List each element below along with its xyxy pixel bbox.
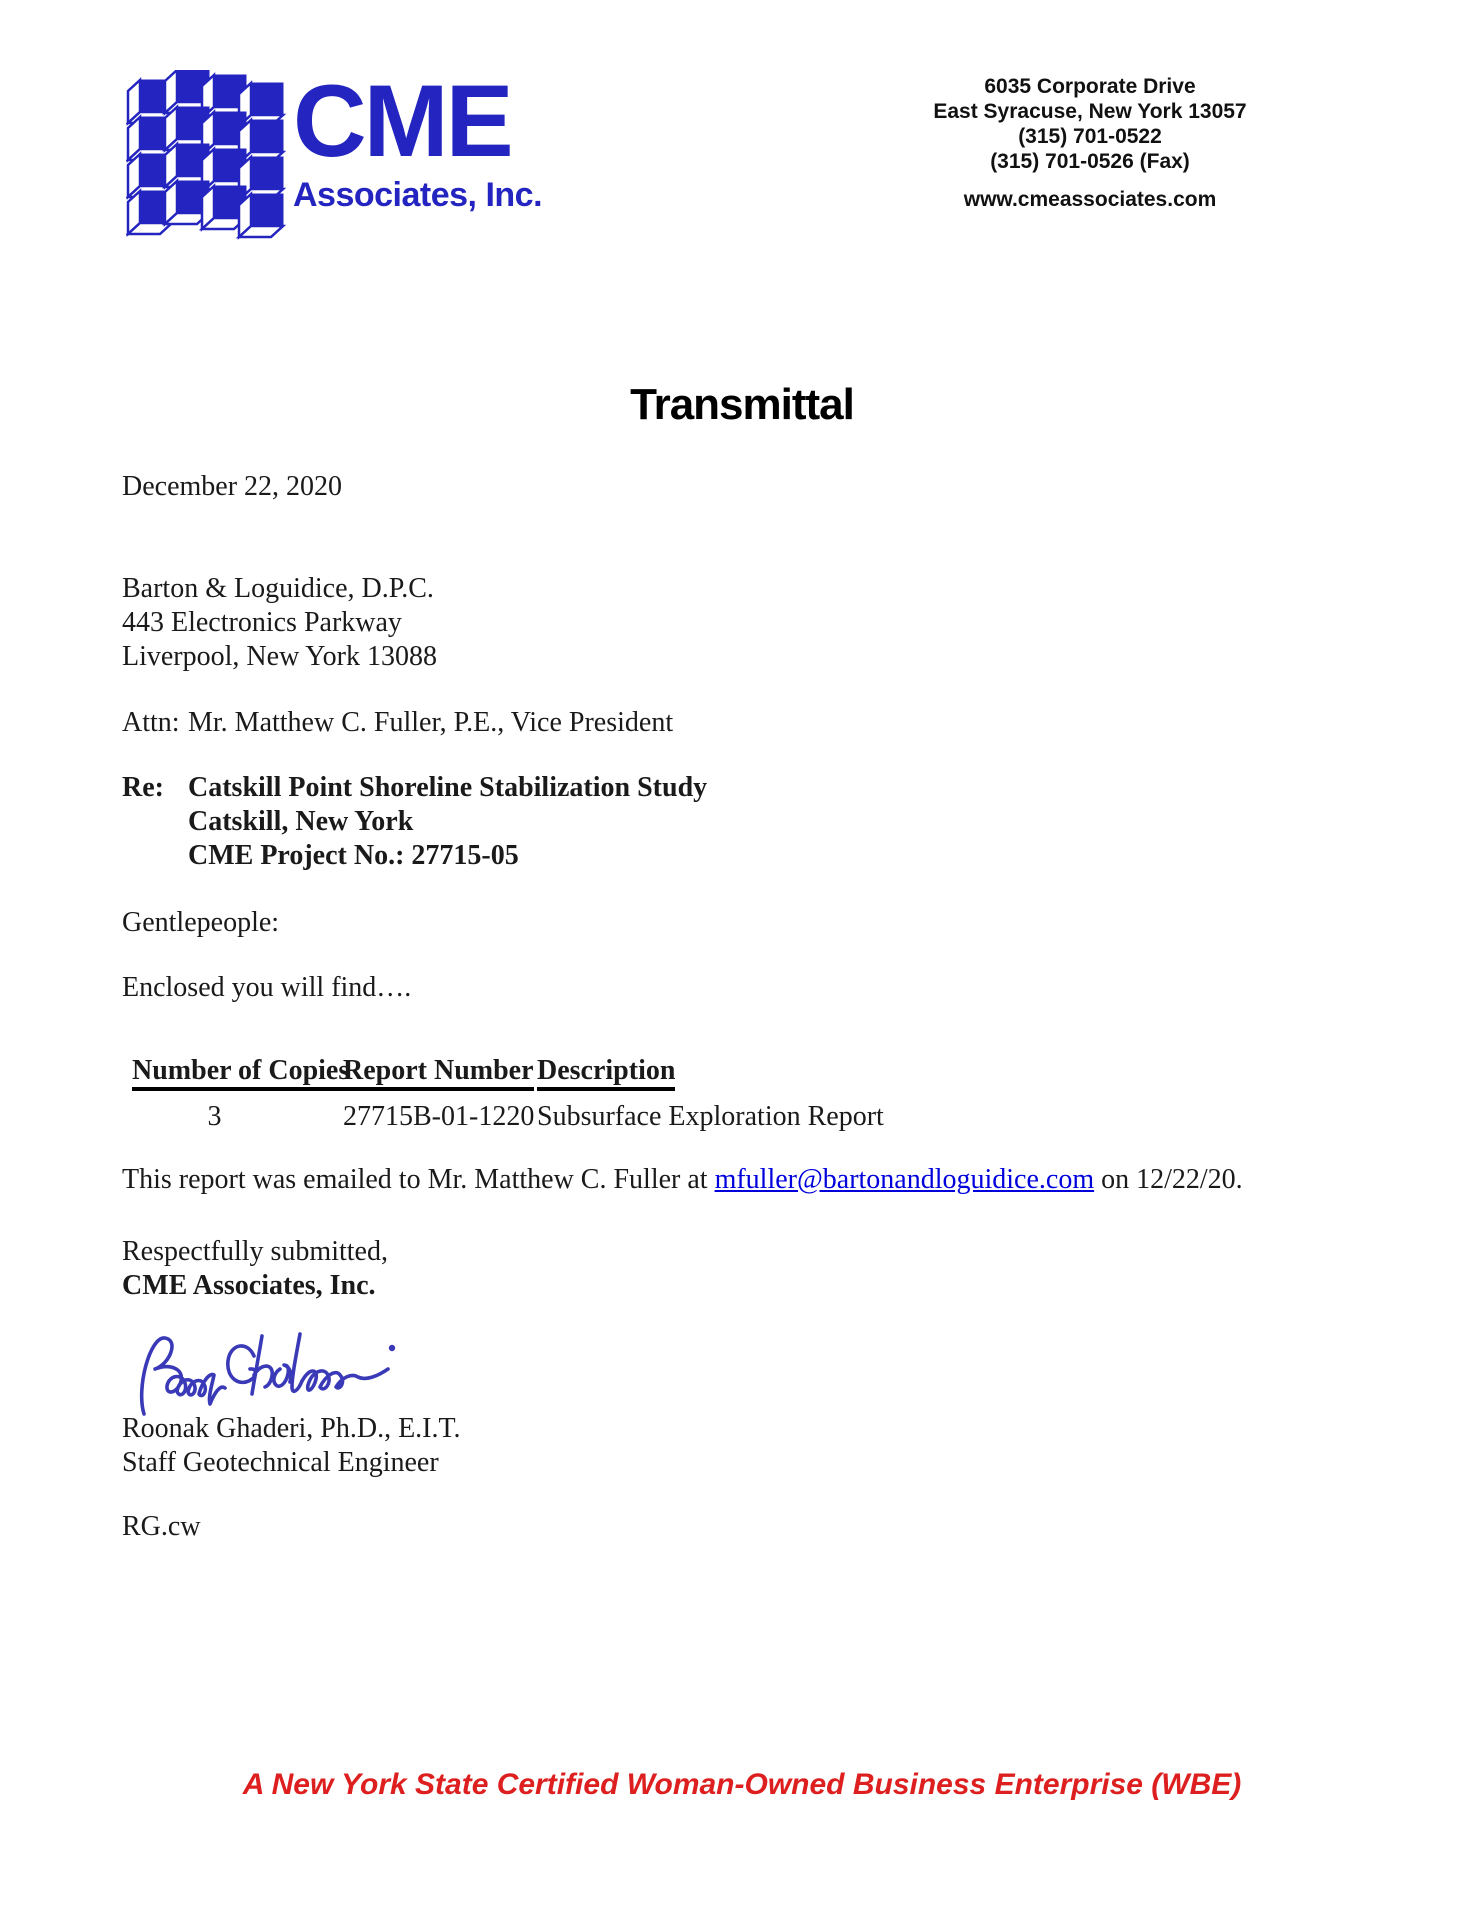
re-label: Re: <box>122 772 164 803</box>
re-lines <box>188 771 707 873</box>
re-block <box>122 771 707 873</box>
re-line1: Catskill Point Shoreline Stabilization Study <box>188 772 708 803</box>
recipient-company: Barton & Loguidice, D.P.C. <box>122 573 434 604</box>
cubes-logo-graphic <box>126 70 286 240</box>
closing-company: CME Associates, Inc. <box>122 1270 376 1301</box>
address-fax: (315) 701-0526 (Fax) <box>990 150 1190 173</box>
table-cell-report-number: 27715B-01-1220 <box>343 1101 535 1132</box>
attn-row <box>122 706 673 740</box>
signer-block <box>122 1412 461 1480</box>
company-address-block <box>930 74 1250 174</box>
address-line2: East Syracuse, New York 13057 <box>933 100 1247 123</box>
table-header-description: Description <box>537 1054 675 1088</box>
email-note <box>122 1163 1402 1197</box>
wbe-certification-note: A New York State Certified Woman-Owned Business Enterprise (WBE) <box>242 1768 1242 1801</box>
brand-subname: Associates, Inc. <box>293 176 543 214</box>
cme-cubes-logo <box>126 70 286 245</box>
reference-initials: RG.cw <box>122 1511 201 1542</box>
closing-line: Respectfully submitted, <box>122 1236 388 1267</box>
table-cell-description: Subsurface Exploration Report <box>537 1101 884 1132</box>
brand-block <box>293 64 543 214</box>
closing-block <box>122 1235 388 1303</box>
address-line1: 6035 Corporate Drive <box>984 75 1196 98</box>
document-title: Transmittal <box>630 380 854 429</box>
intro-line: Enclosed you will find…. <box>122 972 412 1003</box>
address-phone: (315) 701-0522 <box>1018 125 1162 148</box>
table-header-copies: Number of Copies <box>132 1054 349 1088</box>
salutation: Gentlepeople: <box>122 907 280 938</box>
email-link[interactable]: mfuller@bartonandloguidice.com <box>714 1164 1095 1195</box>
table-cell-copies: 3 <box>207 1101 222 1132</box>
brand-name: CME <box>293 64 511 178</box>
email-note-after: on 12/22/20. <box>1094 1164 1243 1195</box>
recipient-block <box>122 572 437 674</box>
email-note-before: This report was emailed to Mr. Matthew C. Fuller at <box>122 1164 715 1195</box>
attn-value: Mr. Matthew C. Fuller, P.E., Vice President <box>188 707 674 738</box>
recipient-street: 443 Electronics Parkway <box>122 607 402 638</box>
table-header-report-number: Report Number <box>343 1054 534 1088</box>
re-line3: CME Project No.: 27715-05 <box>188 840 519 871</box>
letter-date: December 22, 2020 <box>122 471 343 502</box>
signer-title: Staff Geotechnical Engineer <box>122 1447 439 1478</box>
company-website: www.cmeassociates.com <box>963 188 1217 211</box>
signer-name: Roonak Ghaderi, Ph.D., E.I.T. <box>122 1413 461 1444</box>
re-line2: Catskill, New York <box>188 806 414 837</box>
attn-label: Attn: <box>122 707 180 738</box>
recipient-city: Liverpool, New York 13088 <box>122 641 437 672</box>
